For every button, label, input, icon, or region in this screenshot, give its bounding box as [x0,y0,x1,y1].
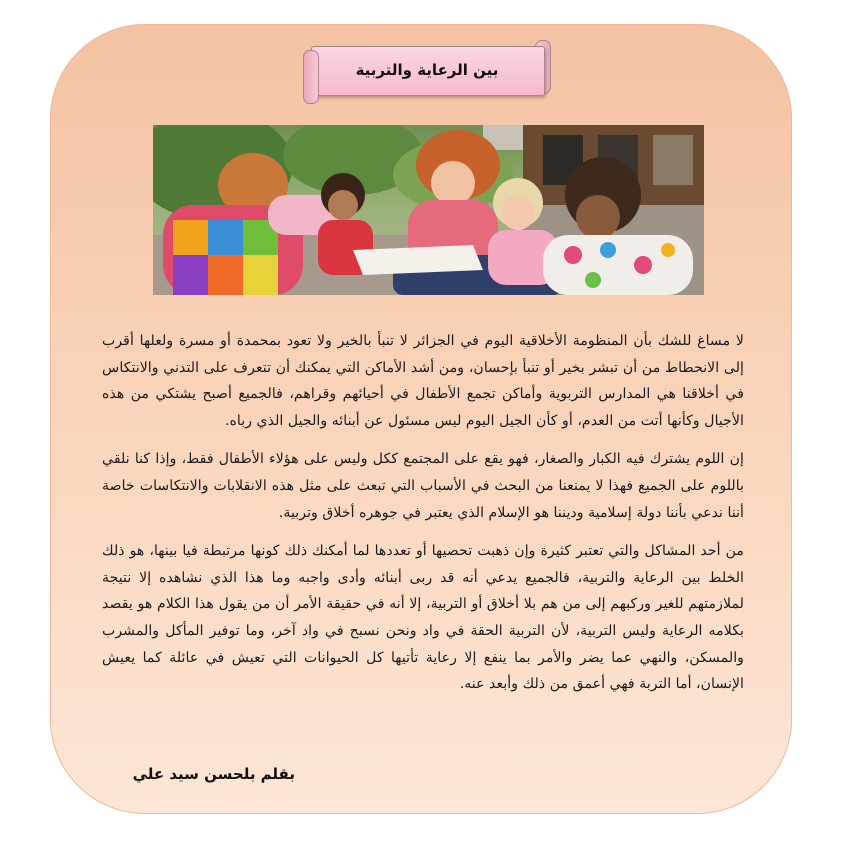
children-reading-photo [153,125,704,295]
article-paragraph-2: إن اللوم يشترك فيه الكبار والصغار، فهو يقع على المجتمع ككل وليس على هؤلاء الأطفال فقط، وإذا كنا نلقي باللوم على الجميع فهذا لا يمنعنا من البحث في الأسباب التي تبعث على مثل هذه الانقلابات والانتكاسات خاصة أننا ندعي بأننا دولة إسلامية وديننا هو الإسلام الذي يعتبر في جوهره أخلاق وتربية. [102,451,744,521]
article-paragraph-1: لا مساغ للشك بأن المنظومة الأخلاقية اليوم في الجزائر لا تنبأ بالخير ولا تعود بمحمدة أو مسرة ولعلها أقرب إلى الانحطاط من أن تبشر بخير أو تنبأ بإحسان، ومن أشد الأماكن التي يمكنك أن تتعرف على التدني والانتكاس في أخلاقنا هي المدارس التربوية وأماكن تجمع الأطفال في أحيائهم وقراهم، فالجميع أصبح يشتكي من هذه الأجيال وكأنها أتت من العدم، أو كأن الجيل اليوم ليس مسئول عن أبنائه والجيل الذي رباه. [102,333,744,429]
article-paragraph-3: من أحد المشاكل والتي تعتبر كثيرة وإن ذهبت تحصيها أو تعددها لما أمكنك ذلك كونها مرتبطة فيا بينها، هو ذلك الخلط بين الرعاية والتربية، فالجميع يدعي أنه قد ربى أبنائه وأدى واجبه وما هذا الذي نشاهده إلا نتيجة لملازمتهم للغير وركبهم إلى من هم بلا أخلاق أو التربية، إلا أنه في حقيقة الأمر أن من يقول هذا الكلام هو يقصد بكلامه الرعاية وليس التربية، لأن التربية الحقة في واد ونحن نسبح في واد آخر، وما توفير المأكل والمشرب والمسكن، والنهي عما يضر والأمر بما ينفع إلا رعاية تأتيها كل الحيوانات التي تعيش في عائلة كما يعيش الإنسان، أما التربة فهي أعمق من ذلك وأبعد عنه. [102,543,744,693]
author-signature: بقلم بلحسن سيد علي [132,765,295,783]
article-body [102,328,744,710]
scroll-curl-left [303,50,319,104]
article-title: بين الرعاية والتربية [355,61,499,79]
title-banner [303,42,551,98]
